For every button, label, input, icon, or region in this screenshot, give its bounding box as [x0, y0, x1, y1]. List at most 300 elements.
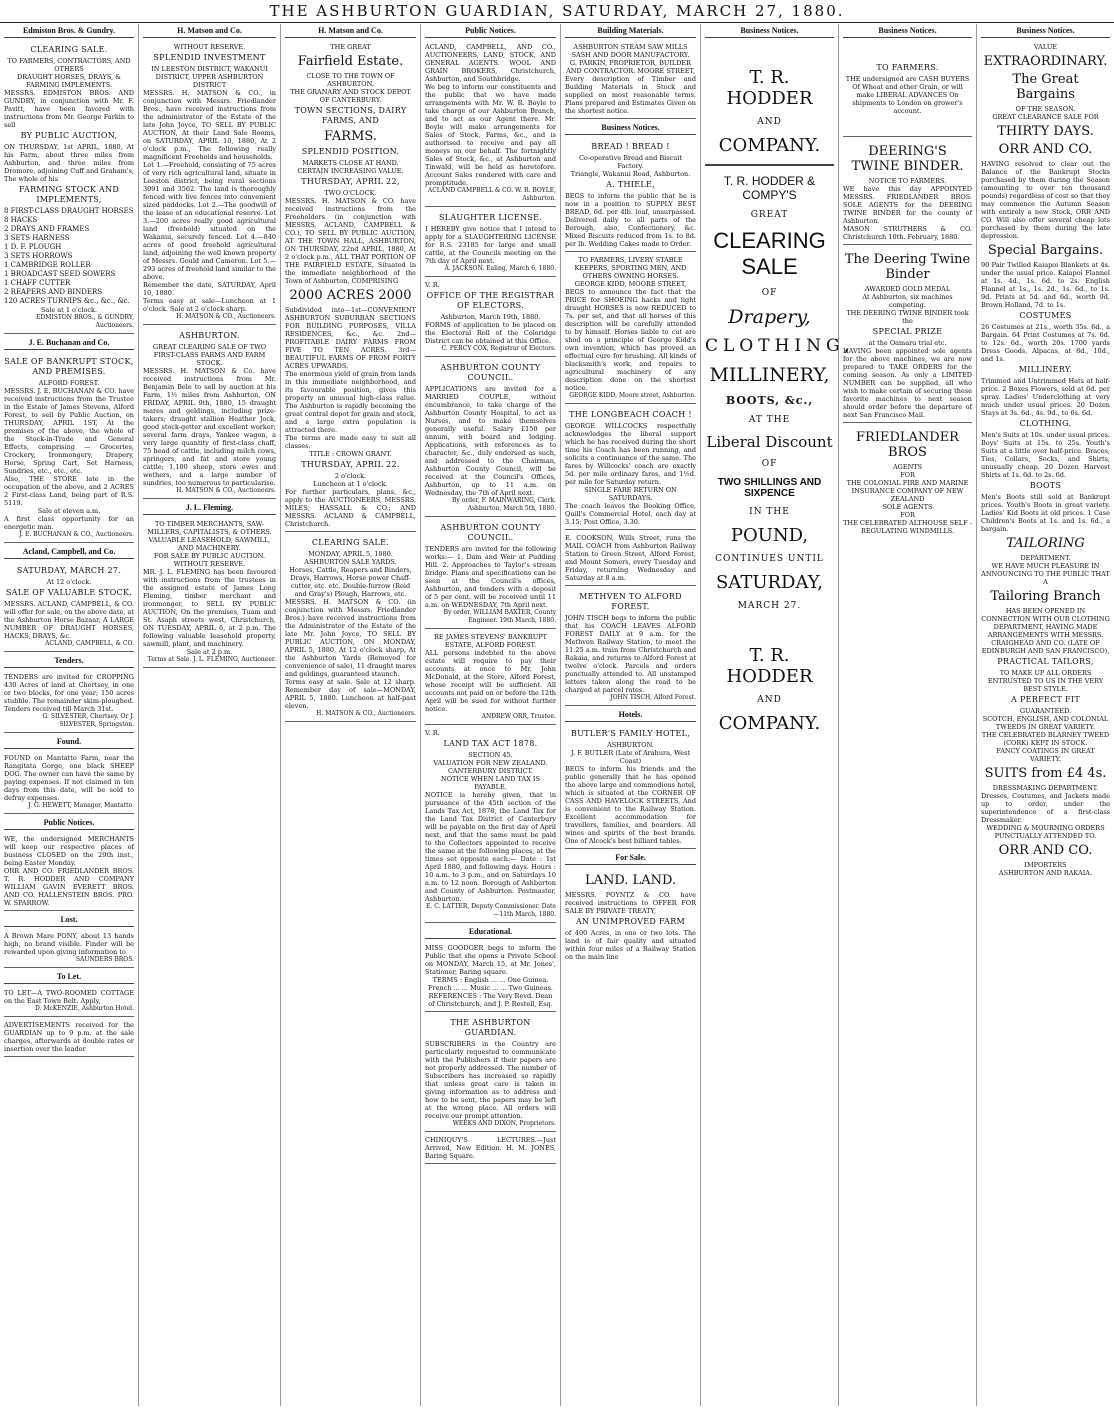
ad-bankrupt-stock: [4, 353, 134, 543]
ad-body: REFERENCES : The Very Revd. Dean of Christchurch, and J. P. Restell, Esq.: [428, 992, 553, 1008]
ad-body: HAS BEEN OPENED IN CONNECTION WITH OUR CLOTHING DEPARTMENT, HAVING MADE ARRANGEMENTS WITH MESSRS. CRAIGHEAD AND CO. (LATE OF EDINBURGH AND SAN FRANCISCO),: [981, 607, 1110, 655]
ad-body: Sale at eleven a.m.: [37, 507, 101, 515]
ad-subtitle: IN LEESTON DISTRICT, WAKANUI DISTRICT, UPPER ASHBURTON DISTRICT: [151, 65, 268, 89]
ad-heading: AN UNIMPROVED FARM: [575, 917, 686, 926]
ad-body: BEGS to inform his friends and the public generally that he has opened the above large and commodious hotel, which is situated at the CORNER OF CASS AND HAVELOCK STREETS, And is convenient to the Railway Station. Excellent accommodation for travellers, families, and boarders. All wines and spirits of the best brands. One of Alcock's best billiard tables.: [565, 765, 696, 845]
ad-subtitle: TO FARMERS, CONTRACTORS, AND OTHERS: [7, 57, 131, 73]
ad-splendid-investment: [143, 41, 276, 325]
ad-great-clearing-sale: [143, 327, 276, 499]
ad-heading: ORR AND CO.: [998, 142, 1093, 157]
list-item: 3 SETS HORROWS: [4, 252, 73, 260]
display-title: COMPANY.: [718, 135, 821, 156]
ad-signature: MASON STRUTHERS & CO. Christchurch 10th. February, 1880.: [843, 225, 972, 241]
ad-subtitle: NOTICE WHEN LAND TAX IS PAYABLE.: [441, 775, 540, 791]
ad-orr-and-co: [981, 41, 1110, 880]
ad-signature: JOHN TISCH, Alford Forest.: [610, 694, 696, 701]
display-text: OF: [761, 288, 778, 298]
ad-heading: 2000 ACRES 2000: [289, 288, 412, 303]
ad-subtitle: THE GREAT: [330, 43, 371, 51]
ad-body: The coach leaves the Booking Office, Quill's Commercial Hotel, each day at 3.15; Post Office, 3.30.: [565, 502, 696, 526]
ad-heading: SPECIAL PRIZE: [872, 327, 943, 336]
list-item: 1 CHAFF CUTTER: [4, 279, 71, 287]
ad-subtitle: VALUABLE LEASEHOLD, SAWMILL, AND MACHINERY.: [148, 536, 271, 552]
list-item: 1 BROADCAST SEED SOWERS: [4, 270, 116, 278]
ad-body: MESSRS. H. MATSON & CO. have received instructions from the Freeholders (in conjunction with MESSRS. ACLAND, CAMPBELL & CO.), TO SELL BY PUBLIC AUCTION, AT THE TOWN HALL, ASHBURTON, ON THURSDAY, 22nd APRIL, 1880, At 2 o'clock p.m., ALL THAT PORTION OF THE FAIRFIELD ESTATE, Situated in the immediate neighborhood of the Town of Ashburton, COMPRISING: [285, 197, 416, 285]
display-heading: CLEARING SALE: [713, 228, 826, 279]
ad-subtitle: WITHOUT RESERVE.: [173, 43, 246, 51]
crest-icon: V. R.: [425, 729, 440, 737]
ad-subtitle: VALUATION FOR NEW ZEALAND.: [433, 759, 548, 767]
section-head: Lost.: [4, 913, 134, 927]
ad-heading: SPLENDID POSITION.: [301, 147, 400, 156]
ad-signature: H. MATSON & CO., Auctioneers.: [176, 313, 276, 320]
ad-body: FANCY COATINGS IN GREAT VARIETY.: [996, 747, 1095, 763]
ad-land-tax: [425, 727, 556, 923]
ad-clearing-sale-2: [285, 534, 416, 722]
ad-subtitle: CERTAIN INCREASING VALUE.: [297, 167, 404, 175]
ad-acland-campbell: [425, 41, 556, 207]
ad-heading: FARMS.: [324, 129, 377, 144]
display-text: CONTINUES UNTIL: [715, 554, 824, 564]
display-heading: Liberal Discount: [706, 433, 833, 451]
ad-body: CHINIQUY'S LECTURES.—Just Arrived, New Edition. H. M. JONES, Baring Square.: [425, 1136, 556, 1160]
ad-body: Lot 1.—Freehold, consisting of 75 acres of very rich agricultural land, situate in Leeston district, being rural sections 3091 and 3562. The land is thoroughly fenced with live fences into convenient sized paddocks. Lot 2.—The goodwill of the lease of an educational reserve. Lot 3.—200 acres really good agricultural land (freehold) situated on the Wakanui, securely fenced. Lot 4.—840 acres of good freehold agricultural land, adjoining the well known property of Messrs. Gould and Cameron. Lot 5.—293 acres of freehold land similar to the above.: [143, 161, 276, 281]
ad-title: The Deering Twine Binder: [844, 252, 971, 282]
section-head: Hotels.: [565, 708, 696, 722]
list-item: 3 SETS HARNESS: [4, 234, 70, 242]
ad-body: WE, the undersigned MERCHANTS will keep our respective places of business CLOSED on the 29th inst., being Easter Monday.: [4, 835, 134, 867]
ad-heading: ORR AND CO.: [998, 843, 1093, 858]
display-heading: POUND,: [730, 525, 809, 546]
ad-title: BREAD ! BREAD !: [591, 142, 670, 151]
ad-body: ON THURSDAY, 1st APRIL, 1880, At his Farm, about three miles from Ashburton, and three miles from Dromore, adjoining Cuff and Graham's, The whole of his: [4, 143, 134, 183]
ad-saw-mills: [565, 41, 696, 119]
ad-signature: By order, F. MAINWARING, Clerk. Ashburton, March 5th, 1880.: [452, 497, 556, 512]
ad-fairfield-estate: [285, 41, 416, 532]
ad-body: TERMS : English ... ... One Guinea. French ... ... Music ... ... Two Guineas.: [428, 976, 553, 992]
ad-public-notices: [4, 833, 134, 911]
ad-valuable-stock: [4, 562, 134, 652]
ad-heading: The Great Bargains: [1012, 72, 1079, 102]
ad-subtitle: SOLE AGENTS: [882, 503, 933, 511]
display-text: OF: [761, 459, 778, 469]
ad-educational: [425, 942, 556, 1012]
ad-subtitle: THE CELEBRATED ALTHOUSE SELF - REGULATING WINDMILLS.: [843, 519, 972, 535]
ad-title: ASHBURTON.: [179, 331, 240, 340]
ad-to-let: [4, 987, 134, 1017]
ad-body: MISS GOODGER begs to inform the Public that she opens a Private School on MONDAY, March 15, at Mr. Jones', Stationer, Baring square.: [425, 944, 556, 976]
display-heading: MILLINERY,: [709, 364, 830, 386]
section-head: J. L. Fleming.: [143, 501, 276, 515]
ad-title: ASHBURTON STEAM SAW MILLS SASH AND DOOR MANUFACTORY.: [571, 43, 690, 59]
ad-body: The terms are made easy to suit all classes.: [285, 434, 416, 450]
section-head: Business Notices.: [843, 24, 972, 38]
ad-title: THE ASHBURTON GUARDIAN.: [450, 1018, 531, 1037]
ad-signature: A. JACKSON. Ealing, March 6, 1880.: [444, 265, 556, 272]
ad-title: TO FARMERS.: [876, 63, 939, 72]
ad-body: Men's Suits at 10s. under usual prices. Boys' Suits at 15s. to 25s. Youth's Suits at a little over half-price. Braces, Ties, Collars, Socks, and Shirts, unusually cheap. 20 Dozen Harvest Shirts at 1s. 6d. to 2s. 6d.: [981, 431, 1110, 479]
column-3: [281, 24, 421, 1406]
ad-body: MESSRS. H. MATSON & Co. have received instructions from Mr. Benjamin Bele to sell by auction at his Farm, 1½ miles from Ashburton, ON FRIDAY, APRIL 9th, 1880, 15 draught mares and geldings, including prize-takers; draught stallion Heather Jock, good stock-getter and excellent worker; several farm drays, Yankee wagon, a very large quantity of first-class chaff, 75 head of cattle, including milch cows, springers, and fat and store young cattle; 1,100 sheep, store ewes and wethers, and a large number of sundries, too numerous to particularise.: [143, 367, 276, 487]
ad-title: DEERING'S TWINE BINDER.: [851, 144, 964, 174]
section-head: Edmiston Bros. & Gundry.: [4, 24, 134, 38]
ad-body: MESSRS. POYNTZ & CO. have received instructions to OFFER FOR SALE BY PRIVATE TREATY,: [565, 891, 696, 915]
ad-butlers-hotel: [565, 725, 696, 849]
ad-subtitle: 2 o'clock.: [334, 472, 367, 480]
ad-body: BEGS to announce the fact that the PRICE for SHOEING hacks and light draught HORSES is now REDUCED to 7s. per set, and that all horses of this description will be carefully attended to by himself. Horses liable to cut are shod on a principle of George Kidd's own invention, which has proved an effectual cure for brushing. All kinds of blacksmith's work, and repairs to agricultural machinery of any description done on the shortest notice.: [565, 288, 696, 392]
section-head: H. Matson and Co.: [285, 24, 416, 38]
section-head: Tenders.: [4, 654, 134, 668]
ad-subtitle: VALUE: [1033, 43, 1058, 51]
ad-body: ACLAND, CAMPBELL, AND CO., AUCTIONEERS, LAND, STOCK, AND GENERAL AGENTS. WOOL AND GRAIN BROKERS, Christchurch, Ashburton, and Southbridge.: [425, 43, 556, 83]
ad-subtitle: Triangle, Wakanui Road, Ashburton.: [570, 170, 691, 178]
ad-subtitle: At Ashburton, six machines competing.: [862, 293, 953, 309]
ad-body: We beg to inform our constituents and the public that we have made arrangements with Mr. W. R. Boyle to take charge of our Ashburton Branch, and to act as our Agent there. Mr. Boyle will make arrangements for Sales of Stock, Farms, &c., and is authorised to receive and pay all moneys on our behalf. The fortnightly Sales of Stock, &c., at Ashburton and Tinwald, will be held as heretofore. Account Sales rendered with care and promptitude.: [425, 83, 556, 187]
column-7: [839, 24, 977, 1406]
ad-lost: [4, 930, 134, 968]
list-item: 1 D. F. PLOUGH: [4, 243, 62, 251]
ad-subtitle: ASHBURTON SALE YARDS.: [304, 558, 397, 566]
ad-subtitle: WITHOUT RESERVE.: [173, 560, 246, 568]
list-item: 120 ACRES TURNIPS &c., &c., &c.: [4, 297, 130, 305]
ad-stevens-estate: [425, 631, 556, 725]
ad-body: HAVING been appointed sole agents for the above machines, we are now prepared to TAKE ORDERS for the coming season. As only a LIMITED NUMBER can be supplied, all who wish to make certain of securing these favorite machines to next season should order before the departure of next San Francisco Mail.: [843, 347, 972, 419]
ad-title: LAND. LAND.: [584, 873, 677, 888]
ad-land: [565, 868, 696, 964]
ad-body: TO LET—A TWO-ROOMED COTTAGE on the East Town Belt. Apply,: [4, 989, 134, 1005]
section-head: H. Matson and Co.: [143, 24, 276, 38]
ad-signature: ACLAND, CAMPBELL, & CO.: [45, 640, 134, 647]
ad-body: NOTICE is hereby given, that in pursuance of the 45th section of the Lands Tax Act, 1878, the Land Tax for the Land Tax District of Canterbury will be payable on the first day of April next, and that the same must be paid to the Collectors appointed to receive the same at the following places, at the times set opposite each:— Date : 1st April 1880, and following days. Hours : 10 a.m. to 3 p.m., and on Saturdays 10 a.m. to 12 noon. Borough of Ashburton and County of Ashburton. Postmaster, Ashburton.: [425, 791, 556, 903]
ad-heading: CLOTHING.: [1019, 419, 1072, 428]
ad-signature: By order, WILLIAM BAXTER, County Engineer. 19th March, 1880.: [443, 609, 556, 624]
display-text: IN THE: [749, 507, 790, 517]
ad-body: Also, THE STORE late in the occupation of the above, and 2 ACRES 2 First-class Land, being part of R.S. 5119.: [4, 475, 134, 507]
ad-body: BEGS to inform the public that he is now in a position to SUPPLY BEST BREAD, 6d. per 4lb. loaf, unsurpassed. Delivered daily to all parts of the Borough, also, Confectionery, &c. Mixed Biscuits reduced from 1s. to 8d. per lb. Wedding Cakes made to Order.: [565, 192, 696, 248]
section-head: Building Materials.: [565, 24, 696, 38]
ad-subtitle: at the Oamaru trial etc.: [868, 339, 947, 347]
ad-slaughter-license: [425, 209, 556, 277]
ad-heading: BY PUBLIC AUCTION,: [20, 131, 118, 140]
ad-heading: SUITS from £4 4s.: [984, 766, 1107, 781]
ad-body: HAVING resolved to clear out the Balance of the Bankrupt Stocks purchased by them during the Season (amounting to over ten thousand pounds) regardless of cost so that they may commence the Autumn Season with entirely a new Stock, ORR AND CO. Will also offer several cheap lots purchased by them during the late depression.: [981, 160, 1110, 240]
masthead: THE ASHBURTON GUARDIAN, SATURDAY, MARCH 27, 1880.: [0, 0, 1114, 23]
ad-subtitle: AGENTS: [892, 463, 923, 471]
ad-title: SALE OF BANKRUPT STOCK, AND PREMISES.: [4, 357, 134, 376]
ad-signature: D. McKENZIE, Ashburton Hotel.: [34, 1005, 134, 1012]
ad-title: ASHBURTON COUNTY COUNCIL.: [440, 523, 541, 542]
ad-signature: EDMISTON BROS., & GUNDRY, Auctioneers.: [36, 314, 134, 329]
ad-farriers: [565, 254, 696, 404]
ad-body: FOUND on Mantatto Farm, near the Rangitata Gorge, one black SHEEP DOG. The owner can have the same by paying expenses. If not claimed in ten days from this date, will be sold to defray expenses.: [4, 754, 134, 802]
ad-subtitle: G. PARKIN, PROPRIETOR, BUILDER AND CONTRACTOR. MOORE STREET,: [566, 59, 695, 75]
crest-icon: V. R.: [425, 281, 440, 289]
ad-signature: ANDREW ORR, Trustee.: [481, 713, 556, 720]
ad-title: BUTLER'S FAMILY HOTEL,: [570, 729, 691, 738]
ad-clearing-sale: [4, 41, 134, 334]
ad-subtitle: FOR: [900, 511, 915, 519]
ad-body: SCOTCH, ENGLISH, AND COLONIAL TWEEDS IN GREAT VARIETY.: [982, 715, 1109, 731]
ad-body: MESSRS. EDMISTON BROS. AND GUNDRY, in conjunction with Mr. F. Pavitt, have been favored with instructions from Mr. George Farkin to sell: [4, 89, 134, 129]
ad-subtitle: Horses, Cattle, Reapers and Binders, Drays, Harrows, Horse power Chaff-cutter, etc. etc. Double-furrow (Reid and Gray's) Plough, Harrows, etc.: [289, 566, 412, 598]
display-text: GREAT: [750, 210, 789, 220]
ad-subtitle: IMPORTERS: [1024, 861, 1067, 869]
ad-found: [4, 752, 134, 814]
section-head: Found.: [4, 735, 134, 749]
display-heading: SATURDAY,: [715, 572, 824, 593]
ad-body: Sale at 1 o'clock.: [40, 306, 98, 314]
display-heading: Drapery,: [728, 306, 811, 328]
ad-body: SUBSCRIBERS in the Country are particularly requested to communicate with the Publishers if their papers are not properly addressed. The number of Subscribers has increased so rapidly that unless great care is taken in giving information as to address and how to be sent, the papers may be left at the wrong place. All orders will receive our prompt attention.: [425, 1040, 556, 1120]
column-2: [139, 24, 281, 1406]
section-head: To Let.: [4, 970, 134, 984]
ad-signature: Terms at Sale. J. L. FLEMING, Auctioneer.: [147, 656, 276, 663]
ad-heading: Special Bargains.: [987, 243, 1104, 258]
ad-body: ALL persons indebted to the above estate will require to pay their accounts at once to Mr. John McDonald, at the Store, Alford Forest, whose receipt will be sufficient. All accounts not paid on or before the 12th April will be sued for without further notice.: [425, 649, 556, 713]
ad-body: TENDERS are invited for CROPPING 430 Acres of land at Chertsey, in one or two blocks, for one year; 150 acres stubble. The remainder skim-ploughed. Tenders received till March 31st.: [4, 673, 134, 713]
ad-guardian: [425, 1014, 556, 1132]
ad-body: TO MAKE UP ALL ORDERS ENTRUSTED TO US IN THE VERY BEST STYLE.: [987, 669, 1104, 693]
ad-body: TENDERS are invited for the following works:— 1. Dam and Weir at Pudding Hill. 2. Approaches to Taylor's stream bridge. Plans and specifications can be seen at the Council's offices, Ashburton, and tenders with a deposit of 5 per cent. will be received until 11 a.m. on WEDNESDAY, 7th April next.: [425, 545, 556, 609]
display-text: AND: [757, 117, 782, 127]
ad-subtitle: TITLE : CROWN GRANT.: [309, 450, 392, 458]
ad-body: THE CELEBRATED BLARNEY TWEED (CORK) KEPT IN STOCK.: [981, 731, 1110, 747]
display-text: AND: [757, 695, 782, 705]
ad-body: MESSRS. ACLAND, CAMPBELL, & CO. will offer for sale, on the above date, at the Ashburton Horse Bazaar, A LARGE NUMBER OF DRAUGHT HORSES, HACKS, DRAYS, &c.: [4, 600, 134, 640]
column-6: [701, 24, 855, 1406]
ad-subtitle: GUARANTEED.: [1019, 707, 1072, 715]
ad-title: METHVEN TO ALFORD FOREST.: [579, 592, 682, 611]
section-head: Educational.: [425, 925, 556, 939]
ad-heading: THURSDAY, APRIL 22.: [301, 460, 400, 469]
ad-heading: A PERFECT FIT: [1011, 695, 1080, 704]
ad-longbeach-coach: [565, 406, 696, 530]
display-title: T. R. HODDER: [726, 67, 813, 109]
list-item: 8 HACKS: [4, 216, 38, 224]
ad-body: ADVERTISEMENTS received for the GUARDIAN up to 9 p.m. at the sale charges, afterwards at double rates or insertion over the leader: [4, 1021, 134, 1053]
ad-subtitle: GREAT CLEARING SALE OF TWO FIRST-CLASS FARMS AND FARM STOCK.: [152, 343, 267, 367]
ad-subtitle: AWARDED GOLD MEDAL: [864, 285, 951, 293]
ad-body: A Brown Mare PONY, about 13 hands high, no brand visible. Finder will be rewarded upon giving information to: [4, 932, 134, 956]
ad-body: ORR AND CO. FRIEDLANDER BROS. T. R. HODDER AND COMPANY WILLIAM GAVIN EVERETT BROS. AND CO. HALLENSTEIN BROS. PRO. W. SPARROW.: [4, 867, 134, 907]
display-heading: TWO SHILLINGS AND SIXPENCE: [717, 477, 822, 499]
ad-subtitle: SECTION 45.: [468, 751, 513, 759]
ad-heading: FARMING STOCK AND IMPLEMENTS,: [18, 185, 120, 204]
ad-title: LAND TAX ACT 1878.: [443, 739, 538, 748]
ad-body: FORMS of application to be placed on the Electoral Roll of the Coleridge District can be obtained at this Office.: [425, 321, 556, 345]
ad-body: WEDDING & MOURNING ORDERS PUNCTUALLY ATTENDED TO.: [986, 824, 1105, 840]
ad-title: Fairfield Estate.: [297, 54, 404, 69]
ad-heading: SALE OF VALUABLE STOCK.: [5, 588, 133, 597]
ad-mail-coach: [565, 532, 696, 586]
ad-body: MESSRS. H. MATSON & CO., in conjunction with Messrs. Friedlander Bros., have received instructions from the administrator of the Estate of the late John Joyce, TO SELL BY PUBLIC AUCTION, At their Land Sale Rooms, on SATURDAY, APRIL 10, 1880, At 2 o'clock p.m., The following really magnificent Freeholds and households.: [143, 89, 276, 161]
ad-county-council-2: [425, 519, 556, 629]
ad-signature: E. C. LATTER, Deputy Commissioner. Date—11th March, 1880.: [426, 903, 556, 918]
ad-signature: G. SILVESTER, Chertsey. Or J. SILVESTER, Springston.: [42, 713, 134, 728]
section-head: Business Notices.: [565, 121, 696, 135]
ad-body: Trimmed and Untrimmed Hats at half-price. 2 Boxes Flowers, sold at 6d. per spray. Ladies' Underclothing at very much under usual prices. 20 Dozen Stays at 3s. 6d., 4s. 9d., to 6s. 6d.: [981, 377, 1110, 417]
ad-signature: SAUNDERS BROS.: [75, 956, 134, 963]
ad-county-council-1: [425, 359, 556, 517]
ad-title: TO FARMERS, LIVERY STABLE KEEPERS, SPORTING MEN, AND OTHERS OWNING HORSES.: [574, 256, 687, 280]
ad-body: of 400 Acres, in one or two lots. The land is of fair quality and situated within four miles of a Railway Station on the main line: [565, 929, 696, 961]
ad-heading: A. THIELE,: [606, 180, 655, 189]
ad-subtitle: ASHBURTON.: [607, 741, 654, 749]
ad-body: Sale at 2 p.m.: [186, 648, 233, 656]
ad-subtitle: DEPARTMENT.: [1020, 554, 1071, 562]
ad-title: SLAUGHTER LICENSE.: [438, 213, 543, 222]
stock-list: [4, 207, 134, 306]
ad-title: FRIEDLANDER BROS: [856, 430, 959, 460]
ad-body: MESSRS. H. MATSON & CO. (in conjunction with Messrs. Friedlander Bros.) have received instructions from the Administrator of the Estate of the late Mr. John Joyce, TO SELL BY PUBLIC AUCTION, ON MONDAY, APRIL 5, 1880, At 12 o'clock sharp, At the Ashburton Yards (Removed for convenience of sale), 11 draught mares and geldings, guaranteed staunch.: [285, 598, 416, 678]
ad-title: CLEARING SALE.: [311, 538, 390, 547]
ad-title: OFFICE OF THE REGISTRAR OF ELECTORS.: [426, 291, 555, 310]
ad-subtitle: NOTICE TO FARMERS.: [868, 177, 947, 185]
ad-deerings-binder: [843, 139, 972, 245]
ad-subtitle: J. F. BUTLER (Late of Arahura, West Coast): [570, 749, 691, 765]
ad-to-farmers: [843, 41, 972, 137]
ad-heading: PRACTICAL TAILORS,: [997, 657, 1094, 666]
section-head: Public Notices.: [4, 816, 134, 830]
ad-subtitle: CANTERBURY DISTRICT.: [447, 767, 534, 775]
ad-subtitle: GREAT CLEARANCE SALE FOR: [992, 113, 1099, 121]
ad-title: ASHBURTON COUNTY COUNCIL.: [440, 363, 541, 382]
ad-body: Remember the date, SATURDAY, April 10, 1880.: [143, 281, 276, 297]
list-item: 1 CAMBRIDGE ROLLER: [4, 261, 91, 269]
ad-body: Terms easy at sale. Sale at 12 sharp. Remember day of sale—MONDAY, APRIL 5, 1880. Luncheon at half-past eleven.: [285, 678, 416, 710]
ad-subtitle: THE GRANARY AND STOCK DEPOT OF CANTERBURY.: [290, 88, 411, 104]
ad-signature: ACLAND CAMPBELL & CO. W. R. BOYLE, Ashburton.: [427, 187, 556, 202]
ad-subtitle: CLOSE TO THE TOWN OF ASHBURTON.: [306, 72, 395, 88]
column-8: [977, 24, 1114, 1406]
ad-subtitle: TWO O'CLOCK.: [324, 189, 377, 197]
ad-heading: THIRTY DAYS.: [997, 124, 1094, 139]
ad-subtitle: ALFORD FOREST.: [38, 379, 100, 387]
ad-body: JOHN TISCH begs to inform the public that his COACH LEAVES ALFORD FOREST DAILY at 9 a.m. for the Methven Railway Station, to meet the 11.25 a.m. train from Christchurch and Rakaia, and returns to Alford Forest at twelve o'clock. Parcels and orders punctually attended to. All unstamped letters taken along the road to be charged at parcel rates.: [565, 614, 696, 694]
ad-body: WE HAVE MUCH PLEASURE IN ANNOUNCING TO THE PUBLIC THAT A: [981, 562, 1110, 586]
ad-subtitle: DRESSMAKING DEPARTMENT.: [992, 784, 1099, 792]
ad-title: SPLENDID INVESTMENT: [153, 53, 266, 62]
ad-title: THE LONGBEACH COACH !: [569, 410, 692, 419]
ad-advertisements: [4, 1019, 134, 1057]
display-text: BOOTS, &c.,: [725, 394, 814, 407]
ad-title: CLEARING SALE.: [30, 45, 108, 54]
ad-body: Subdivided into—1st—CONVENIENT ASHBURTON SUBURBAN SECTIONS FOR BUILDING PURPOSES, VILLA RESIDENCES, &c., &c. 2nd—PROFITABLE DAIRY FARMS FROM FIVE TO TEN ACRES. 3rd—BEAUTIFUL FARMS OF FROM FORTY ACRES UPWARDS.: [285, 306, 416, 370]
section-head: Acland, Campbell, and Co.: [4, 545, 134, 559]
ad-deering-twine: [843, 247, 972, 423]
display-text: MARCH 27.: [737, 601, 802, 611]
section-head: J. E. Buchanan and Co.: [4, 336, 134, 350]
ad-friedlander: [843, 425, 972, 538]
ad-heading: TOWN SECTIONS, DAIRY FARMS, AND: [294, 106, 407, 125]
display-heading: CLOTHING,: [705, 336, 855, 356]
ad-body: MESSRS. J. E. BUCHANAN & CO. have received instructions from the Trustee in the Estate of James Stevens, Alford Forest, to sell by Public Auction, on THURSDAY, APRIL 1ST, At the premises of the above, the whole of the Stock-in-Trade and General Effects, comprising — Groceries, Crockery, Ironmongery, Drapery, Horse, Spring Cart, Set Harness, Sundries, etc., etc., etc.: [4, 387, 134, 475]
ad-title: TO TIMBER MERCHANTS, SAW-MILLERS, CAPITALISTS, & OTHERS.: [147, 520, 272, 536]
ad-title: EXTRAORDINARY.: [983, 54, 1108, 69]
ad-subtitle: Ashburton, March 19th, 1880.: [440, 313, 541, 321]
ad-signature: J. E. BUCHANAN & CO., Auctioneers.: [19, 531, 134, 538]
ad-body: 90 Pair Twilled Kaiapoi Blankets at 4s. under the usual price. Kaiapoi Flannel at 1s. 4d., 1s. 6d. to 2s. English Flannel at 1s., 1s. 2d., 1s. 6d., to 1s. 9d. Prints at 5d. and 6d., worth 9d. Brown Holland, 7d. to 1s.: [981, 261, 1110, 309]
ad-signature: WEEKS AND DIXON, Proprietors.: [452, 1120, 556, 1127]
display-title: T. R. HODDER: [726, 645, 813, 687]
ad-subtitle: Co-operative Bread and Biscuit Factory.: [578, 154, 683, 170]
ad-subtitle: OF THE SEASON.: [1015, 105, 1076, 113]
ad-body: For further particulars, plans, &c., apply to the AUCTIONEERS, MESSRS. MILES, HASSALL & CO.; AND MESSRS. ACLAND & CAMPBELL, Christchurch.: [285, 488, 416, 528]
ad-title: SATURDAY, MARCH 27.: [16, 566, 122, 575]
ad-signature: J. G. HEWETT, Manager, Mantatto.: [28, 802, 134, 809]
section-head: Public Notices.: [425, 24, 556, 38]
ad-body: Every description of Timber and Building Materials in Stock and supplied on most reasonable terms. Plans prepared and Estimates Given on the shortest notice.: [565, 75, 696, 115]
ad-subtitle: GEORGE KIDD, MOORE STREET,: [574, 280, 687, 288]
ad-body: Terms easy at sale—Luncheon at 1 o'clock. Sale at 2 o'clock sharp.: [143, 297, 276, 313]
column-1: [0, 24, 139, 1406]
list-item: 8 FIRST-CLASS DRAUGHT HORSES: [4, 207, 134, 215]
display-title: COMPANY.: [718, 713, 821, 734]
ad-registrar: [425, 279, 556, 357]
ad-subtitle: THE DEERING TWINE BINDER took the: [846, 309, 969, 325]
ad-signature: H. MATSON & CO., Auctioneers.: [176, 487, 276, 494]
ad-body: I HEREBY give notice that I intend to apply for a SLAUGHTERING LICENSE for R.S. 23185 for large and small cattle, at the Councils meeting on the 7th day of April next.: [425, 225, 556, 265]
ad-subtitle: ASHBURTON AND RAKAIA.: [998, 869, 1093, 877]
ad-heading: BOOTS: [1029, 481, 1062, 490]
ad-body: THE undersigned are CASH BUYERS Of Wheat and other Grain, or will make LIBERAL ADVANCES On shipments to London on grower's account.: [845, 75, 970, 115]
ad-subtitle: Luncheon at 1 o'clock.: [313, 480, 388, 488]
ad-signature: C. PERCY COX, Registrar of Electors.: [441, 345, 556, 352]
section-head: Business Notices.: [705, 24, 834, 38]
ad-subtitle: DRAUGHT HORSES, DRAYS, & FARMING IMPLEMENTS.: [17, 73, 121, 89]
ad-heading: TAILORING: [1006, 536, 1085, 551]
ad-subtitle: FOR: [900, 471, 915, 479]
ad-body: At 12 o'clock.: [46, 578, 92, 586]
ad-signature: GEORGE KIDD, Moore street, Ashburton.: [569, 392, 696, 399]
ad-heading: MILLINERY.: [1018, 365, 1073, 374]
ad-chiniquy: [425, 1134, 556, 1164]
display-heading: T. R. HODDER & COMPY'S: [723, 174, 816, 202]
list-item: 2 DRAYS AND FRAMES: [4, 225, 90, 233]
ad-body: E. COOKSON, Wills Street, runs the MAIL COACH from Ashburton Railway Station to Green Street, Alford Forest, and Mount Somers, every Tuesday and Friday, returning Wednesday and Saturday at 8 a.m.: [565, 534, 696, 582]
section-head: For Sale.: [565, 851, 696, 865]
ad-subtitle: SINGLE FARE RETURN ON SATURDAYS.: [584, 486, 677, 502]
ad-body: Men's Boots still sold at Bankrupt prices. Youth's Boots in great variety. Ladies' Kid Boots at old prices. 1 Case Children's Boots at 1s. and 1s. 6d., a bargain.: [981, 493, 1110, 533]
ad-tenders: [4, 671, 134, 733]
ad-body: WE have this day APPOINTED MESSRS. FRIEDLANDER BROS. SOLE AGENTS for the DEERING TWINE BINDER for the county of Ashburton.: [843, 185, 972, 225]
ad-body: APPLICATIONS are invited for a MARRIED COUPLE, without encumbrance, to take charge of the Ashburton County Hospital, to act as Nurses, and to make themselves generally useful. Salary £150 per annum, with board and lodging. Applications, with references as to character, &c., duly endorsed as such, and addressed to the Chairman, Ashburton County Council, will be received at the Council's Offices, Ashburton, up to 11 a.m. on Wednesday, the 7th of April next.: [425, 385, 556, 497]
display-text: AT THE: [748, 415, 791, 425]
ad-heading: Tailoring Branch: [990, 589, 1101, 604]
list-item: 2 REAPERS AND BINDERS: [4, 288, 103, 296]
ad-subtitle: THE COLONIAL FIRE AND MARINE INSURANCE COMPANY OF NEW ZEALAND: [846, 479, 969, 503]
ad-body: Dresses, Costumes, and Jackets made up to order, under the superintendence of a first-class Dressmaker.: [981, 792, 1110, 824]
ad-body: MR. J. L. FLEMING has been favoured with instructions from the trustees in the assigned estate of James Long Fleming, timber merchant and ironmonger, to SELL BY PUBLIC AUCTION, On the premises, Tuam and St. Asaph streets west, Christchurch, ON TUESDAY, APRIL 6, at 2 p.m. The following valuable leasehold property, sawmill, plant, and machinery.: [143, 568, 276, 648]
ad-body: GEORGE WILLCOCKS respectfully acknowledges the liberal support which he has received during the short time his Coach has been running, and solicits a continuance of the same. The fares by Willcocks' coach are exactly 5d. per mile ordinary fares, and 1½d. per mile for Saturday return.: [565, 422, 696, 486]
ad-signature: H. MATSON & CO., Auctioneers.: [316, 710, 416, 717]
ad-methven: [565, 588, 696, 706]
ad-subtitle: MARKETS CLOSE AT HAND.: [302, 159, 399, 167]
ad-body: The enormous yield of grain from lands in this immediate neighborhood, and its favourable position, gives this property an unusual high-class value. The Ashburton is rapidly becoming the great central depot for grain and stock, and a large extra population is attracted there.: [285, 370, 416, 434]
column-4: [421, 24, 561, 1406]
ad-subtitle: FOR SALE BY PUBLIC AUCTION.: [153, 552, 266, 560]
section-head: Business Notices.: [981, 24, 1110, 38]
ad-title: RE JAMES STEVENS' BANKRUPT ESTATE, ALFORD FOREST.: [434, 633, 547, 649]
ad-body: A first class opportunity for an energetic man.: [4, 515, 134, 531]
column-5: [561, 24, 701, 1406]
ad-heading: THURSDAY, APRIL 22,: [301, 177, 400, 186]
ad-timber-merchants: [143, 518, 276, 668]
ad-subtitle: MONDAY, APRIL 5, 1880.: [308, 550, 393, 558]
ad-heading: COSTUMES: [1019, 311, 1072, 320]
ad-bread: [565, 138, 696, 252]
ad-body: 26 Costumes at 21s., worth 35s. 6d., a Bargain. 64 Print Costumes at 7s. 6d. to 12s. 6d., worth 20s. 1700 yards Dress Goods, Alpacas, at 8d., 10d., and 1s.: [981, 323, 1110, 363]
